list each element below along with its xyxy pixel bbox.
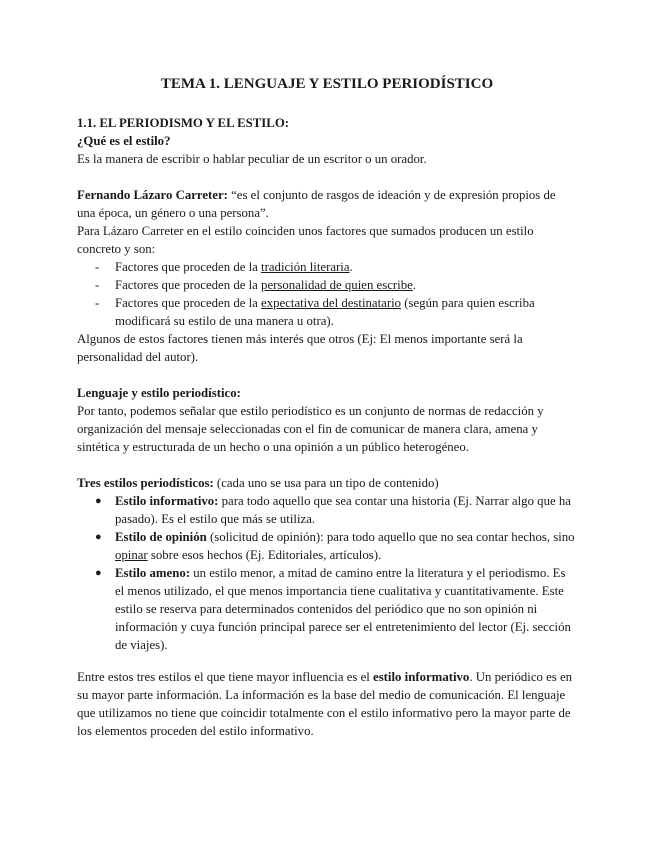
closing-bold-term: estilo informativo [373,670,470,684]
closing-line-1 [77,668,572,686]
estilo-ameno-line-2: el menos utilizado, el que menos importancia tiene cualitativa y cuantitativamente. Este [115,584,564,598]
opinar-term: opinar [115,548,148,562]
factor-term: tradición literaria [261,260,350,274]
estilo-opinion-text: (solicitud de opinión): para todo aquello que no sea contar hechos, sino [206,530,575,544]
factor-suffix: (según para quien escriba [401,296,535,310]
estilo-informativo-line-2: pasado). Es el estilo que más se utiliza. [115,512,316,526]
closing-pre: Entre estos tres estilos el que tiene mayor influencia es el [77,670,374,684]
estilo-ameno-label: Estilo ameno: [115,566,191,580]
tres-estilos-heading [77,474,439,492]
tres-estilos-label: Tres estilos periodísticos: [77,476,214,490]
estilo-informativo-label: Estilo informativo: [115,494,219,508]
dash-marker: - [95,278,100,292]
lenguaje-line-1: Por tanto, podemos señalar que estilo periodístico es un conjunto de normas de redacción y [77,404,544,418]
factor-suffix: . [412,278,416,292]
section-heading: 1.1. EL PERIODISMO Y EL ESTILO: [77,116,290,130]
estilo-ameno-line-4: información y cuya función principal parece ser el entretenimiento del lector (Ej. sección [115,620,571,634]
closing-line-2: su mayor parte información. La información es la base del medio de comunicación. El lenguaje [77,688,566,702]
factor-continuation: modificará su estilo de una manera u otra). [115,314,334,328]
bullet-icon: ● [95,495,102,507]
estilo-ameno-line-1 [115,564,565,582]
bullet-icon: ● [95,531,102,543]
author-name: Fernando Lázaro Carreter: [77,188,228,202]
factors-note-line-1: Algunos de estos factores tienen más interés que otros (Ej: El menos importante será la [77,332,523,346]
estilo-informativo-line-1 [115,492,571,510]
lazaro-intro-line-1: Para Lázaro Carreter en el estilo coinciden unos factores que sumados producen un estilo [77,224,534,238]
style-definition: Es la manera de escribir o hablar peculiar de un escritor o un orador. [77,152,427,166]
estilo-opinion-rest: sobre esos hechos (Ej. Editoriales, artículos). [147,548,382,562]
factor-prefix: Factores que proceden de la [115,260,262,274]
factor-prefix: Factores que proceden de la [115,278,262,292]
closing-line-4: los elementos proceden del estilo informativo. [77,724,314,738]
lenguaje-line-3: sintética y estructurada de un hecho o una opinión a un público heterogéneo. [77,440,469,454]
bullet-icon: ● [95,567,102,579]
estilo-ameno-line-5: de viajes). [115,638,168,652]
lazaro-quote-line-2: una época, un género o una persona”. [77,206,269,220]
estilo-opinion-line-1 [115,528,575,546]
lazaro-intro-line-2: concreto y son: [77,242,156,256]
factor-prefix: Factores que proceden de la [115,296,262,310]
factors-note-line-2: personalidad del autor). [77,350,199,364]
estilo-opinion-line-2 [115,546,381,564]
page-title: TEMA 1. LENGUAJE Y ESTILO PERIODÍSTICO [160,76,494,92]
tres-estilos-note: (cada uno se usa para un tipo de contenido) [213,476,439,490]
lazaro-quote-line-1 [77,186,556,204]
factor-term: personalidad de quien escribe [261,278,413,292]
dash-marker: - [95,296,100,310]
lenguaje-line-2: organización del mensaje seleccionadas con el fin de comunicar de manera clara, amena y [77,422,538,436]
factor-suffix: . [349,260,353,274]
factor-term: expectativa del destinatario [261,296,402,310]
dash-marker: - [95,260,100,274]
closing-line-3: que utilizamos no tiene que coincidir totalmente con el estilo informativo pero la mayor parte de [77,706,571,720]
question-heading: ¿Qué es el estilo? [77,134,171,148]
lenguaje-heading: Lenguaje y estilo periodístico: [77,386,241,400]
estilo-ameno-text: un estilo menor, a mitad de camino entre la literatura y el periodismo. Es [190,566,566,580]
estilo-opinion-label: Estilo de opinión [115,530,207,544]
estilo-ameno-line-3: estilo se reserva para determinados contenidos del periódico que no son opinión ni [115,602,538,616]
closing-post: . Un periódico es en [469,670,573,684]
estilo-informativo-text: para todo aquello que sea contar una historia (Ej. Narrar algo que ha [218,494,571,508]
quote-text: “es el conjunto de rasgos de ideación y de expresión propios de [227,188,556,202]
